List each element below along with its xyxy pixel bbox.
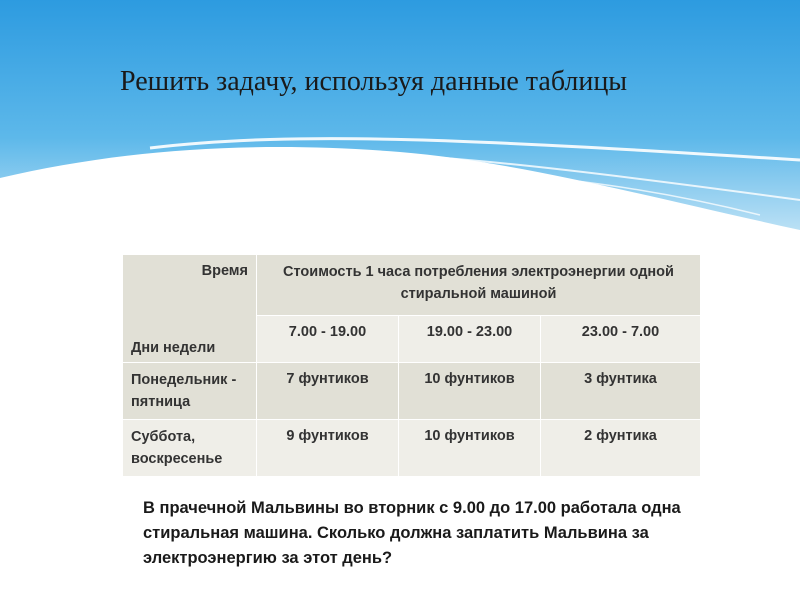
- days-cell: Понедельник - пятница: [123, 363, 257, 420]
- days-cell: Суббота, воскресенье: [123, 420, 257, 477]
- problem-text: В прачечной Мальвины во вторник с 9.00 до 17.00 работала одна стиральная машина. Сколько должна заплатить Мальвина за электроэнергию за этот день?: [143, 499, 681, 567]
- table-row: [123, 420, 701, 477]
- cost-cell: 7 фунтиков: [257, 363, 399, 420]
- cost-header: Стоимость 1 часа потребления электроэнергии одной стиральной машиной: [257, 255, 701, 316]
- corner-header-cell: [123, 255, 257, 363]
- table-header-row: [123, 255, 701, 316]
- cost-cell: 10 фунтиков: [399, 363, 541, 420]
- time-label: Время: [201, 263, 248, 279]
- cost-cell: 10 фунтиков: [399, 420, 541, 477]
- time-range-header: 19.00 - 23.00: [399, 316, 541, 363]
- slide-title: Решить задачу, используя данные таблицы: [120, 66, 628, 97]
- cost-cell: 9 фунтиков: [257, 420, 399, 477]
- time-range-header: 7.00 - 19.00: [257, 316, 399, 363]
- tariff-table: [122, 254, 701, 477]
- cost-cell: 3 фунтика: [541, 363, 701, 420]
- table-row: [123, 363, 701, 420]
- time-range-header: 23.00 - 7.00: [541, 316, 701, 363]
- days-label: Дни недели: [131, 340, 216, 356]
- cost-cell: 2 фунтика: [541, 420, 701, 477]
- sky-wave-background: [0, 0, 800, 250]
